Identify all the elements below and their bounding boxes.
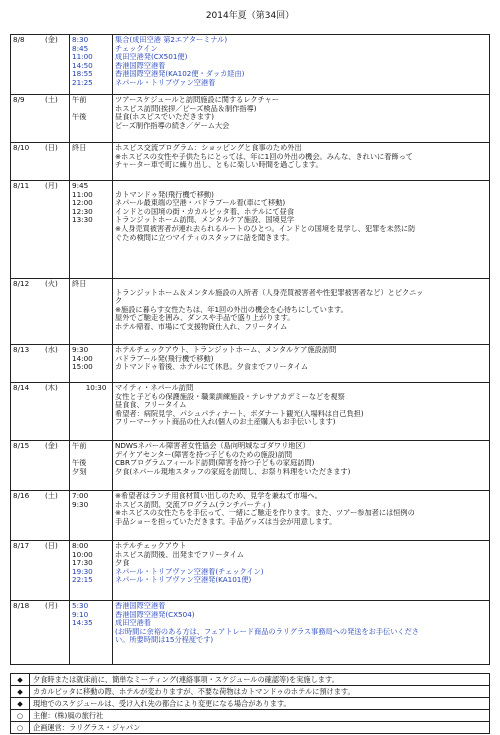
- schedule-times: [70, 345, 113, 383]
- schedule-weekday: (火): [43, 279, 70, 345]
- schedule-detail-line: ホスピス訪問、交流プログラム(ランチパーティ): [115, 500, 271, 509]
- schedule-detail-line: チャーター車で町に繰り出し、ともに楽しい時間を過ごします。: [115, 161, 323, 170]
- schedule-detail-line: 屋外でご馳走を囲み、ダンスや手品で盛り上がります。: [115, 314, 295, 323]
- schedule-detail-line: ビーズ制作指導の続き／ゲーム大会: [115, 121, 230, 130]
- schedule-detail-line: フリーマーケット商品の仕入れ(個人のお土産購入もお手伝いします): [115, 418, 336, 427]
- schedule-date: 8/10: [11, 143, 44, 181]
- schedule-detail-line: バドラプール発(飛行機で移動): [115, 354, 214, 363]
- schedule-details: [113, 143, 490, 181]
- schedule-detail-line: 成田空港発(CX501便): [115, 53, 188, 62]
- schedule-details: [113, 279, 490, 345]
- schedule-detail-line: NDWSネパール障害者女性協会（島向明城なゴダワリ地区）: [115, 442, 310, 450]
- schedule-details: [113, 441, 490, 491]
- schedule-time: 終日: [72, 280, 87, 288]
- schedule-times: [70, 279, 113, 345]
- schedule-detail-line: ホテルチェックアウト、トランジットホーム、メンタルケア施設訪問: [115, 346, 337, 354]
- schedule-date: 8/17: [11, 541, 44, 601]
- schedule-row: [11, 541, 490, 601]
- schedule-detail-line: ネパール・トリブヴァン空港着: [115, 78, 216, 87]
- schedule-time: 7:00: [72, 492, 89, 500]
- schedule-detail-line: ※施設に暮らす女性たちは、年1回の外出の機会を心待ちにしています。: [115, 305, 348, 314]
- circle-bullet-icon: ○: [11, 722, 30, 734]
- schedule-time: 9:30: [72, 500, 89, 509]
- schedule-time: 12:00: [72, 199, 93, 208]
- schedule-detail-line: 香港国際空港発(CX504): [115, 610, 195, 619]
- schedule-detail-line: ツアースケジュールと訪問施設に関するレクチャー: [115, 96, 279, 104]
- schedule-time: 午前: [72, 96, 87, 104]
- schedule-detail-line: ク: [115, 297, 123, 306]
- note-text: 現地でのスケジュールは、受け入れ先の都合により変更になる場合があります。: [30, 698, 490, 710]
- schedule-detail-line: トランジットホーム訪問、メンタルケア施設、国境見学: [115, 216, 295, 225]
- schedule-detail-line: ホスピス交流プログラム：ショッピングと食事のため外出: [115, 144, 302, 152]
- schedule-weekday: (水): [43, 345, 70, 383]
- schedule-detail-line: 手品ショーを担っていただきます。手品グッズは当会が用意します。: [115, 517, 337, 526]
- schedule-row: [11, 383, 490, 441]
- note-text: 企画運営：ラリグラス・ジャパン: [30, 722, 490, 734]
- schedule-detail-line: デイケアセンター(障害を持つ子どものための施設)訪問: [115, 450, 293, 459]
- schedule-time: 14:50: [72, 61, 93, 70]
- schedule-times: [70, 181, 113, 279]
- schedule-details: [113, 601, 490, 665]
- circle-bullet-icon: ○: [11, 710, 30, 722]
- schedule-detail-line: 女性と子どもの保護施設・職業訓練施設・テレサアカデミーなどを視察: [115, 392, 345, 401]
- schedule-date: 8/9: [11, 95, 44, 143]
- schedule-detail-line: 成田空港着: [115, 619, 151, 628]
- schedule-times: [70, 491, 113, 541]
- schedule-time: 17:30: [72, 559, 93, 568]
- schedule-time: 10:30: [72, 384, 107, 392]
- schedule-time: 午後: [72, 113, 87, 122]
- schedule-row: [11, 35, 490, 95]
- schedule-time: 21:25: [72, 78, 93, 87]
- schedule-weekday: (月): [43, 181, 70, 279]
- note-row: [11, 698, 490, 710]
- schedule-time: 14:00: [72, 354, 93, 363]
- schedule-detail-line: ホテルチェックアウト: [115, 542, 187, 550]
- schedule-time: 9:45: [72, 182, 89, 190]
- schedule-detail-line: ※人身売買被害者が連れ去られるルートのひとつ。インドとの国境を見学し、犯罪を未然に防: [115, 224, 416, 233]
- schedule-time: [72, 105, 110, 114]
- schedule-weekday: (月): [43, 601, 70, 665]
- schedule-detail-line: 希望者：病院見学、パシュパティナート、ボダナート観光(入場料は自己負担): [115, 409, 364, 418]
- note-text: 主催：(株)風の旅行社: [30, 710, 490, 722]
- note-row: [11, 710, 490, 722]
- schedule-times: [70, 143, 113, 181]
- schedule-detail-line: トランジットホーム＆メンタル施設の入所者（人身売買被害者や性犯罪被害者など）とピクニッ: [115, 288, 424, 297]
- schedule-weekday: (金): [43, 441, 70, 491]
- schedule-date: 8/14: [11, 383, 44, 441]
- schedule-time: 11:00: [72, 190, 93, 199]
- schedule-date: 8/16: [11, 491, 44, 541]
- schedule-times: [70, 383, 113, 441]
- schedule-detail-line: 集合(成田空港 第2エアターミナル): [115, 36, 228, 44]
- schedule-weekday: (木): [43, 383, 70, 441]
- diamond-bullet-icon: ◆: [11, 698, 30, 710]
- schedule-time: 18:55: [72, 70, 93, 79]
- note-text: 夕食時または就床前に、簡単なミーティング(連絡事項・スケジュールの確認等)を実施します。: [30, 674, 490, 686]
- schedule-time: [72, 451, 110, 460]
- schedule-times: [70, 441, 113, 491]
- schedule-row: [11, 181, 490, 279]
- schedule-detail-line: カトマンドゥ着後、ホテルにて休息。夕食までフリータイム: [115, 363, 309, 372]
- schedule-detail-line: [115, 182, 487, 191]
- schedule-detail-line: カトマンドゥ発(飛行機で移動): [115, 190, 214, 199]
- schedule-detail-line: ネパール最東端の空港・バドラプール着(車にて移動): [115, 199, 286, 208]
- schedule-time: 15:00: [72, 363, 93, 372]
- schedule-detail-line: 夕食(ネパール現地スタッフの家庭を訪問し、お祭り料理をいただきます): [115, 467, 351, 476]
- schedule-row: [11, 279, 490, 345]
- schedule-row: [11, 441, 490, 491]
- schedule-detail-line: チェックイン: [115, 44, 158, 53]
- schedule-date: 8/13: [11, 345, 44, 383]
- schedule-time: 午前: [72, 442, 87, 450]
- schedule-weekday: (土): [43, 95, 70, 143]
- schedule-details: [113, 345, 490, 383]
- schedule-table: [10, 34, 490, 665]
- schedule-detail-line: 昼食(ホスピスでいただきます): [115, 113, 215, 122]
- schedule-time: 午後: [72, 459, 87, 468]
- schedule-date: 8/11: [11, 181, 44, 279]
- note-text: カカルビッタに移動の際、ホテルが変わりますが、不要な荷物はカトマンドゥのホテルに預けます。: [30, 686, 490, 698]
- diamond-bullet-icon: ◆: [11, 674, 30, 686]
- note-row: [11, 722, 490, 734]
- schedule-detail-line: ※ホスピスの女性や子供たちにとっては、年に1回の外出の機会。みんな、きれいに着飾って: [115, 152, 413, 161]
- schedule-detail-line: 香港国際空港着: [115, 602, 166, 610]
- note-row: [11, 686, 490, 698]
- schedule-times: [70, 601, 113, 665]
- schedule-weekday: (土): [43, 491, 70, 541]
- schedule-time: 8:00: [72, 542, 89, 550]
- schedule-details: [113, 181, 490, 279]
- schedule-detail-line: 香港国際空港着: [115, 61, 166, 70]
- schedule-detail-line: マイティ・ネパール訪問: [115, 384, 194, 392]
- schedule-detail-line: (お時間に余裕のある方は、フェアトレード商品のラリグラス事務局への発送をお手伝いくださ: [115, 627, 419, 636]
- schedule-times: [70, 35, 113, 95]
- schedule-time: 10:00: [72, 550, 93, 559]
- schedule-date: 8/8: [11, 35, 44, 95]
- schedule-time: 9:10: [72, 610, 89, 619]
- schedule-time: 終日: [72, 144, 87, 152]
- schedule-date: 8/15: [11, 441, 44, 491]
- schedule-detail-line: ※希望者はランチ用食材買い出しのため、見学を兼ねて市場へ。: [115, 492, 322, 500]
- schedule-detail-line: ホテル帰着、市場にて支援物資仕入れ、フリータイム: [115, 322, 288, 331]
- schedule-time: 11:00: [72, 53, 93, 62]
- schedule-row: [11, 601, 490, 665]
- schedule-detail-line: ネパール・トリブヴァン空港着(チェックイン): [115, 567, 264, 576]
- schedule-time: [72, 122, 110, 131]
- schedule-details: [113, 383, 490, 441]
- schedule-details: [113, 35, 490, 95]
- schedule-weekday: (金): [43, 35, 70, 95]
- schedule-weekday: (日): [43, 143, 70, 181]
- schedule-row: [11, 345, 490, 383]
- schedule-time: 5:30: [72, 602, 89, 610]
- note-row: [11, 674, 490, 686]
- schedule-detail-line: ホスピス訪問(挨拶／ビーズ検品＆制作指導): [115, 104, 257, 113]
- schedule-detail-line: ネパール・トリブヴァン空港発(KA101便): [115, 576, 252, 585]
- schedule-detail-line: 昼食食、フリータイム: [115, 401, 187, 410]
- schedule-date: 8/12: [11, 279, 44, 345]
- schedule-detail-line: 香港国際空港発(KA102便・ダッカ経由): [115, 70, 245, 79]
- notes-table: [10, 673, 490, 734]
- schedule-detail-line: CBRプログラムフィールド訪問(障害を持つ子どもの家庭訪問): [115, 459, 315, 468]
- schedule-time: 8:30: [72, 36, 89, 44]
- schedule-weekday: (日): [43, 541, 70, 601]
- schedule-detail-line: ※ホスピスの女性たちを手伝って、一緒にご馳走を作ります。また、ツアー参加者には恒例の: [115, 509, 415, 518]
- schedule-time: 19:30: [72, 567, 93, 576]
- schedule-times: [70, 95, 113, 143]
- schedule-time: 8:45: [72, 44, 89, 53]
- schedule-times: [70, 541, 113, 601]
- page-title: 2014年夏（第34回）: [205, 11, 295, 21]
- schedule-time: 9:30: [72, 346, 89, 354]
- schedule-date: 8/18: [11, 601, 44, 665]
- diamond-bullet-icon: ◆: [11, 686, 30, 698]
- schedule-time: 22:15: [72, 576, 93, 585]
- schedule-detail-line: ホスピス訪問後、出発までフリータイム: [115, 550, 244, 559]
- schedule-details: [113, 95, 490, 143]
- schedule-detail-line: 夕食: [115, 559, 130, 568]
- schedule-details: [113, 491, 490, 541]
- schedule-time: 14:35: [72, 619, 93, 628]
- schedule-row: [11, 95, 490, 143]
- schedule-row: [11, 491, 490, 541]
- schedule-time: 12:30: [72, 207, 93, 216]
- schedule-detail-line: インドとの国境の街・カカルビッタ着、ホテルにて昼食: [115, 207, 295, 216]
- schedule-detail-line: [115, 280, 487, 289]
- schedule-detail-line: ぐため検問に立つマイティのスタッフに話を聞きます。: [115, 233, 294, 242]
- schedule-time: 夕刻: [72, 467, 87, 476]
- schedule-row: [11, 143, 490, 181]
- schedule-detail-line: い。所要時間は15分程度です): [115, 636, 214, 645]
- schedule-time: 13:30: [72, 216, 93, 225]
- schedule-details: [113, 541, 490, 601]
